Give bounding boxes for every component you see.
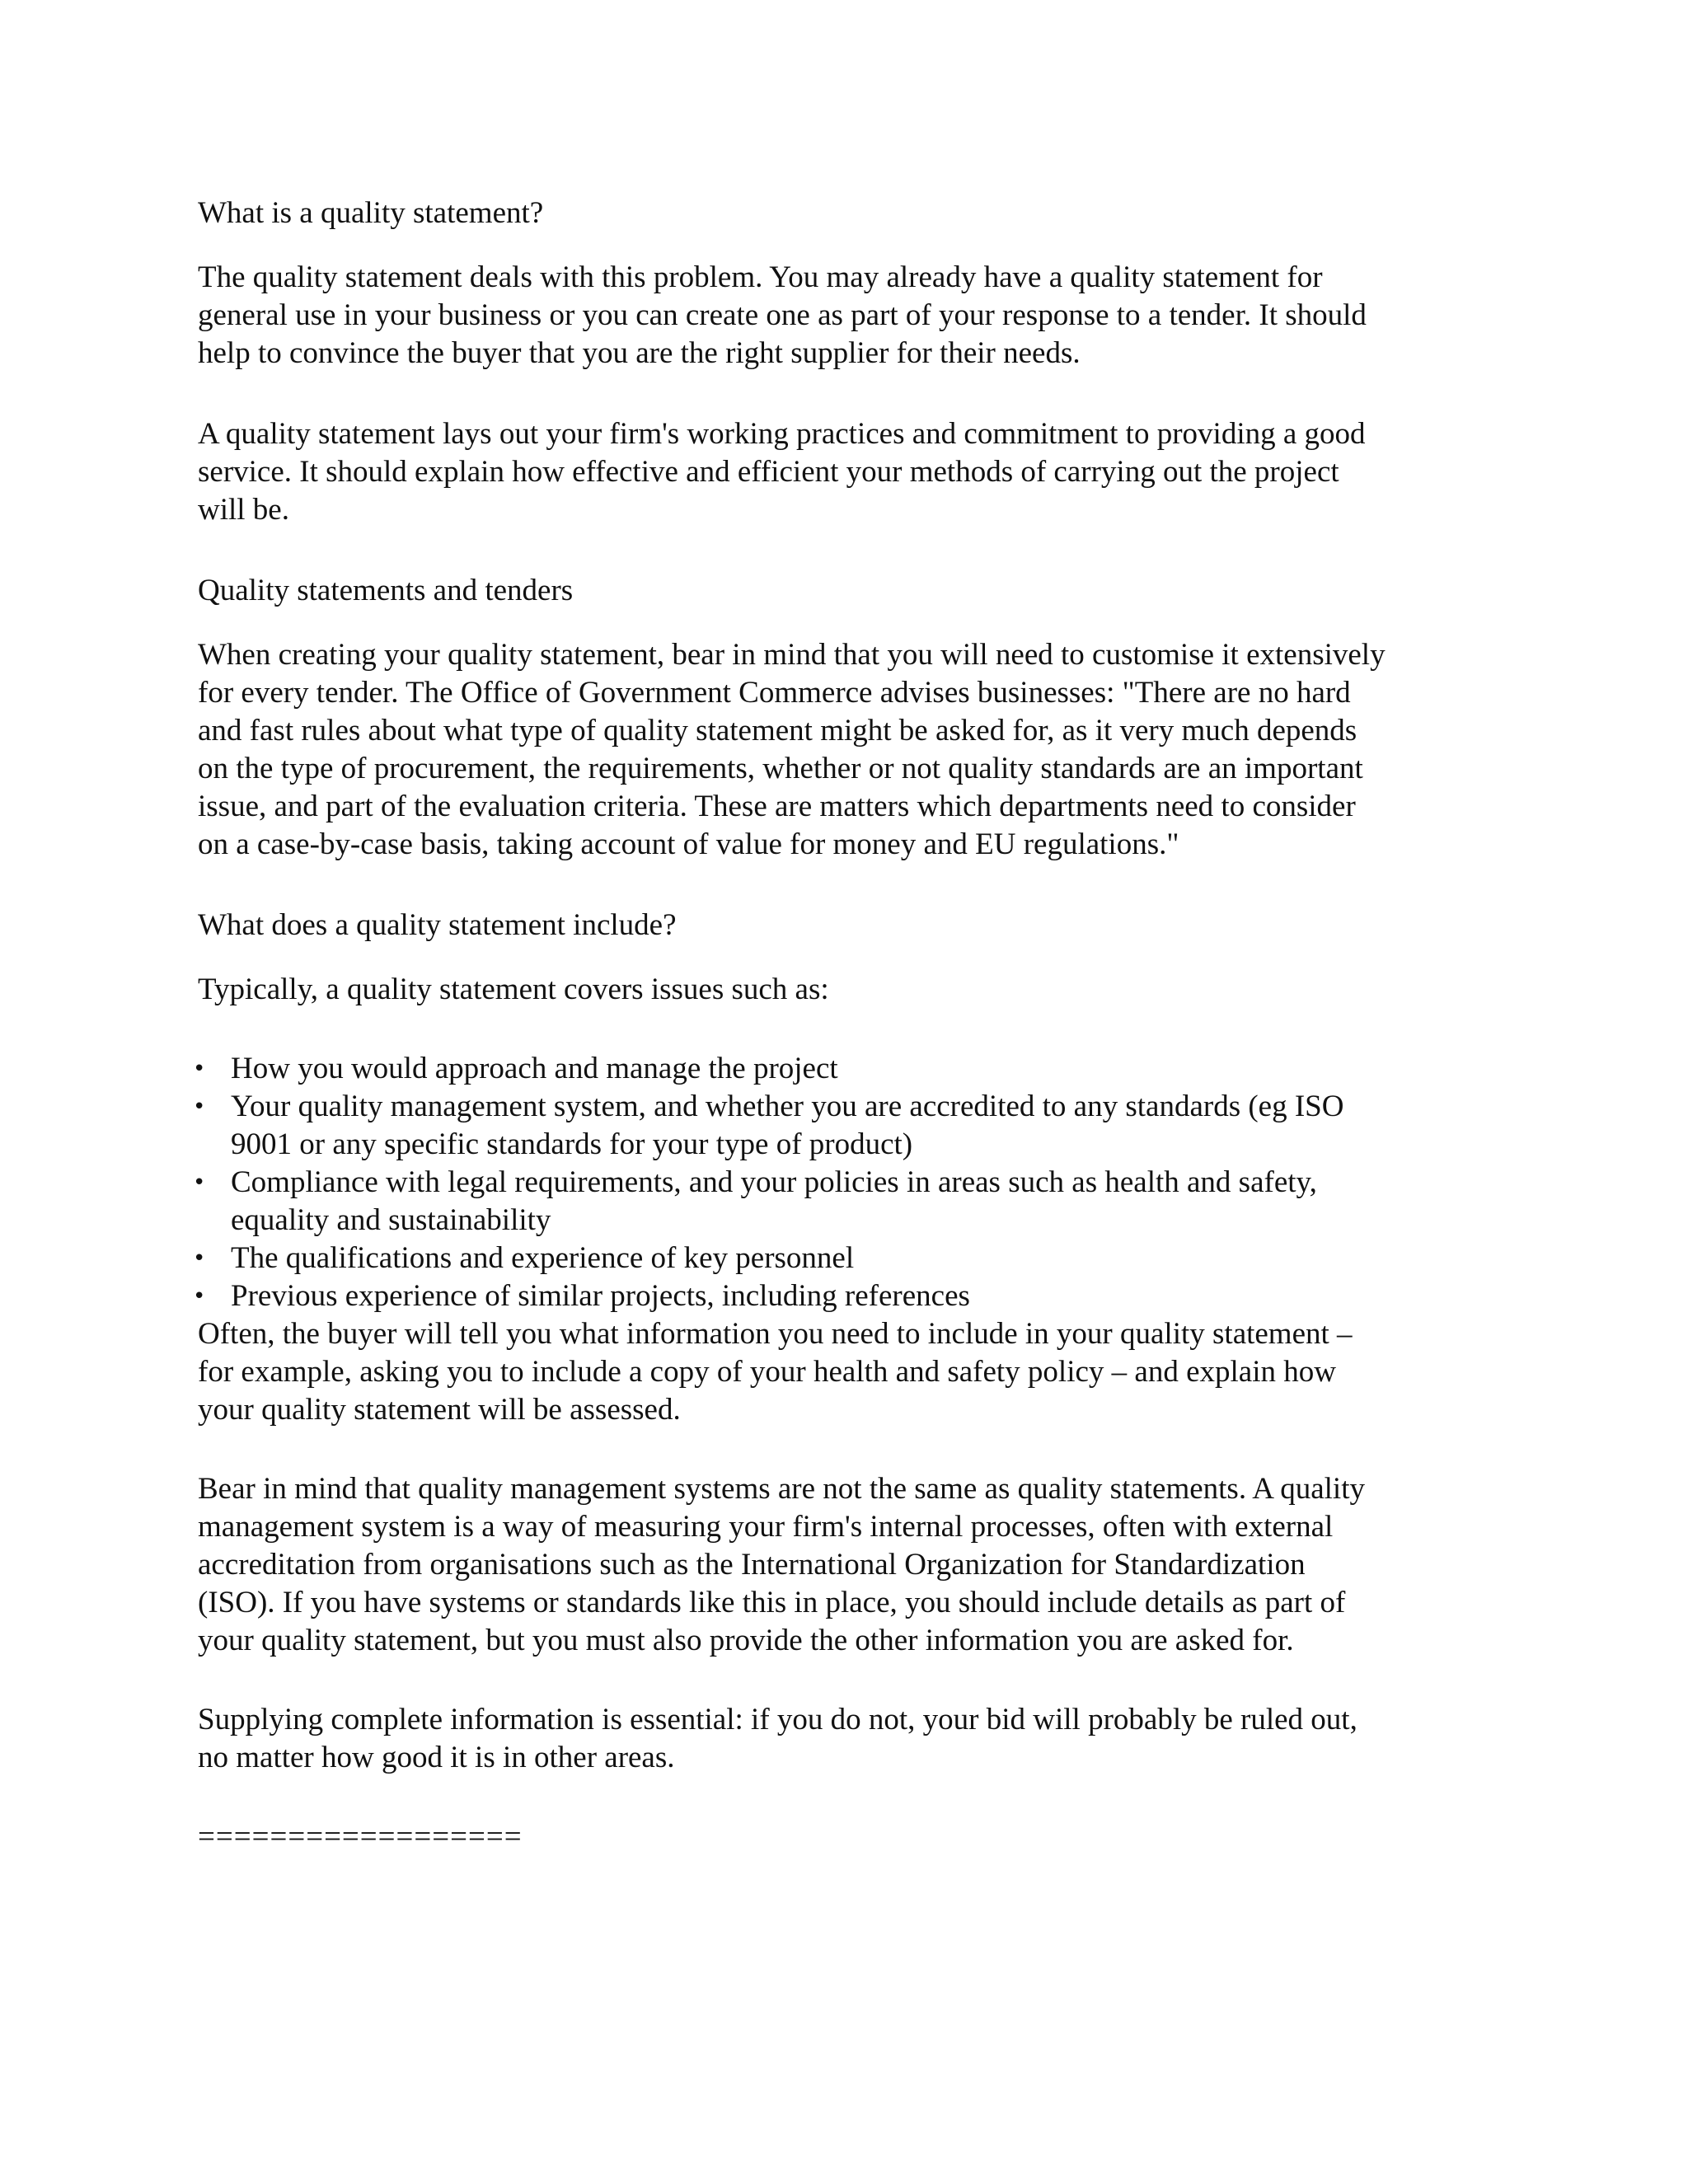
heading-text: What does a quality statement include? [198, 908, 677, 942]
paragraph-line: help to convince the buyer that you are the right supplier for their needs. [198, 336, 1081, 370]
list-item-text: Your quality management system, and whether you are accredited to any standards (eg ISO [231, 1090, 1344, 1123]
list-item-text: The qualifications and experience of key personnel [231, 1241, 855, 1275]
paragraph-line: Bear in mind that quality management systems are not the same as quality statements. A quality [198, 1472, 1365, 1506]
list-item-text: How you would approach and manage the project [231, 1052, 838, 1085]
bullet-icon: • [193, 1284, 206, 1309]
heading-include [198, 907, 1484, 944]
paragraph-line: no matter how good it is in other areas. [198, 1741, 675, 1774]
list-item-text: Previous experience of similar projects, including references [231, 1279, 970, 1313]
list-item [193, 1240, 1484, 1277]
paragraph-line: issue, and part of the evaluation criteria. These are matters which departments need to consider [198, 790, 1356, 823]
paragraph-line: Often, the buyer will tell you what information you need to include in your quality statement – [198, 1317, 1353, 1351]
list-item [193, 1164, 1484, 1240]
paragraph-typically [198, 971, 1484, 1009]
paragraph-line: service. It should explain how effective and efficient your methods of carrying out the project [198, 455, 1339, 489]
bullet-icon: • [193, 1170, 206, 1195]
bullet-icon: • [193, 1057, 206, 1081]
paragraph-line: general use in your business or you can create one as part of your response to a tender. It should [198, 298, 1367, 332]
paragraph-line: accreditation from organisations such as the International Organization for Standardization [198, 1548, 1306, 1582]
paragraph-line: your quality statement will be assessed. [198, 1393, 681, 1427]
document-page [193, 194, 1484, 1856]
paragraph-lays-out [198, 415, 1484, 529]
bullet-icon: • [193, 1246, 206, 1271]
list-item-text: equality and sustainability [231, 1203, 551, 1237]
divider-line [198, 1818, 1484, 1856]
paragraph-supplying [198, 1701, 1484, 1777]
paragraph-line: management system is a way of measuring your firm's internal processes, often with external [198, 1510, 1334, 1544]
bullet-list [193, 1050, 1484, 1315]
heading-what-is [198, 194, 1484, 232]
paragraph-line: When creating your quality statement, bear in mind that you will need to customise it extensively [198, 638, 1386, 672]
paragraph-bear-in-mind [198, 1470, 1484, 1660]
heading-text: What is a quality statement? [198, 196, 544, 230]
paragraph-line: A quality statement lays out your firm's working practices and commitment to providing a good [198, 417, 1366, 451]
paragraph-line: on the type of procurement, the requirements, whether or not quality standards are an important [198, 752, 1363, 785]
paragraph-often [198, 1315, 1484, 1429]
divider-text: ================== [198, 1820, 523, 1854]
paragraph-creating [198, 636, 1484, 864]
paragraph-line: will be. [198, 493, 289, 527]
paragraph-line: and fast rules about what type of quality statement might be asked for, as it very much depends [198, 714, 1357, 748]
paragraph-line: The quality statement deals with this problem. You may already have a quality statement for [198, 260, 1323, 294]
paragraph-line: for example, asking you to include a copy of your health and safety policy – and explain how [198, 1355, 1336, 1389]
paragraph-line: for every tender. The Office of Government Commerce advises businesses: "There are no hard [198, 676, 1351, 710]
paragraph-line: on a case-by-case basis, taking account of value for money and EU regulations." [198, 827, 1179, 861]
list-item [193, 1050, 1484, 1088]
heading-text: Quality statements and tenders [198, 574, 574, 607]
paragraph-line: (ISO). If you have systems or standards like this in place, you should include details as part of [198, 1586, 1346, 1619]
paragraph-intro [198, 259, 1484, 373]
paragraph-line: Supplying complete information is essential: if you do not, your bid will probably be ruled out, [198, 1703, 1357, 1736]
paragraph-line: your quality statement, but you must also provide the other information you are asked for. [198, 1624, 1294, 1657]
list-item-text: 9001 or any specific standards for your type of product) [231, 1127, 913, 1161]
paragraph-line: Typically, a quality statement covers issues such as: [198, 972, 829, 1006]
list-item [193, 1277, 1484, 1315]
list-item [193, 1088, 1484, 1164]
bullet-icon: • [193, 1094, 206, 1119]
list-item-text: Compliance with legal requirements, and your policies in areas such as health and safety, [231, 1165, 1317, 1199]
heading-tenders [198, 572, 1484, 610]
